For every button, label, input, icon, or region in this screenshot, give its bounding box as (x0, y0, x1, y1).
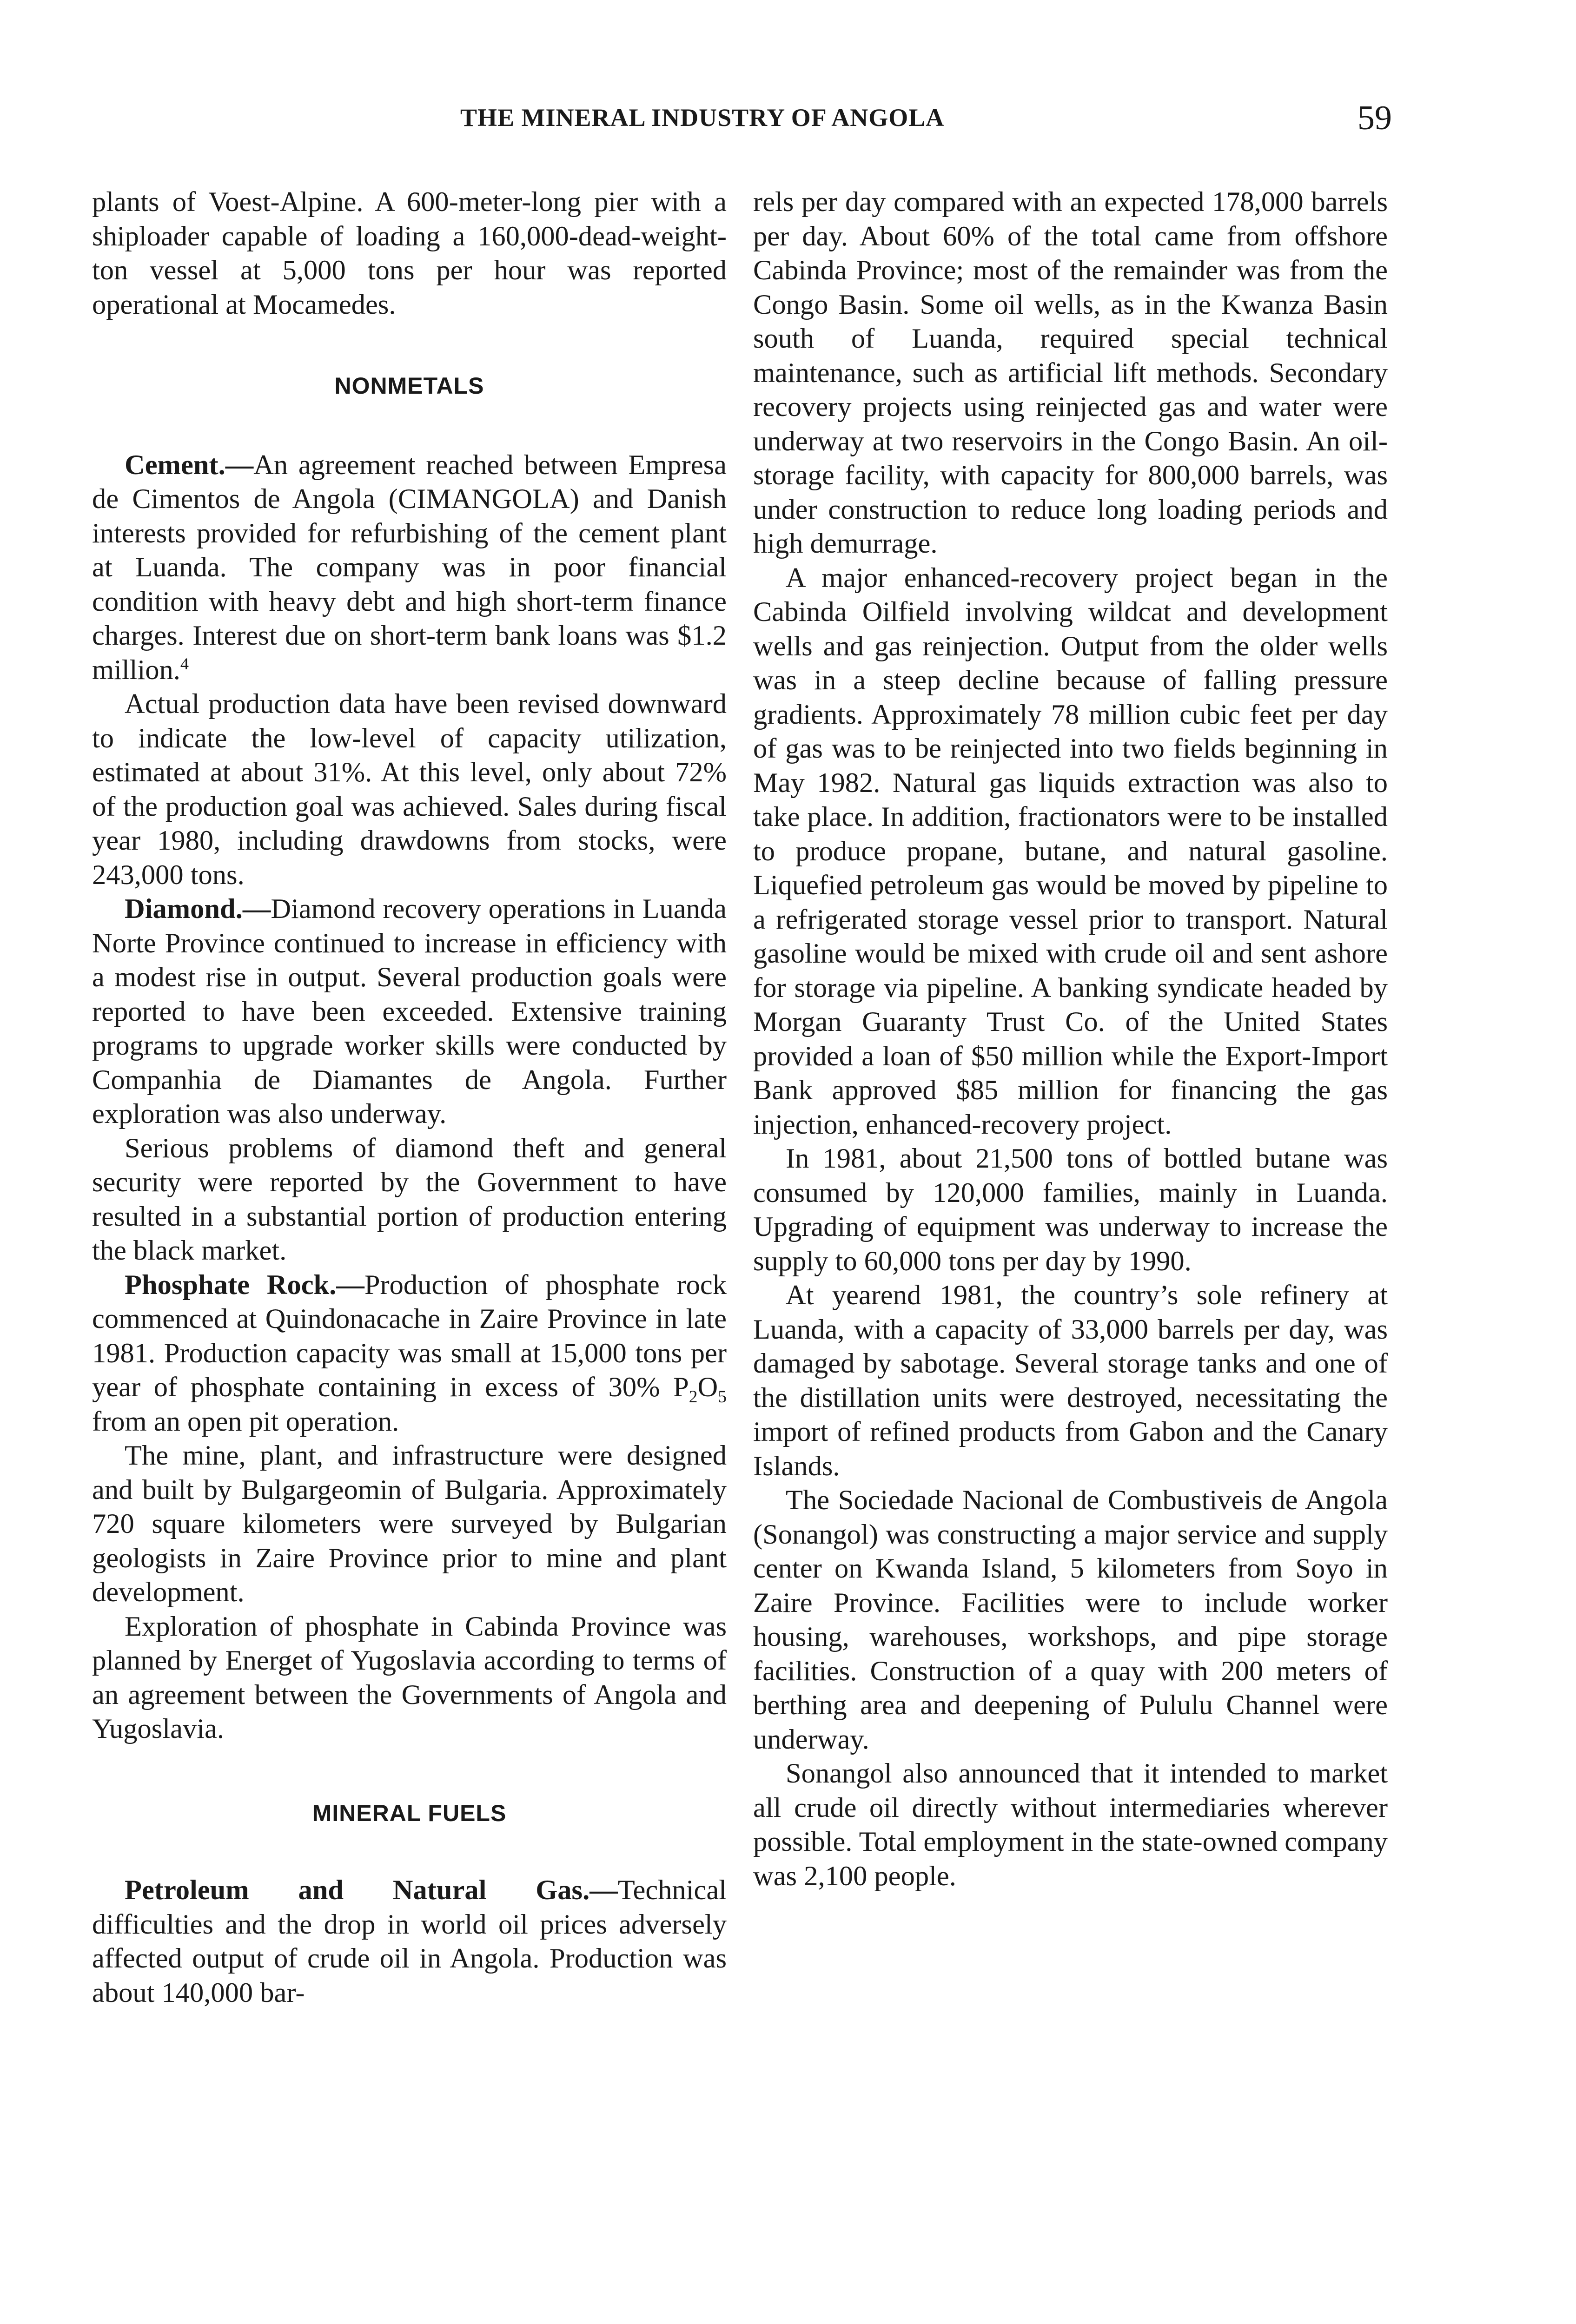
section-heading-mineral-fuels: MINERAL FUELS (312, 1800, 507, 1826)
diamond-text: Diamond recovery operations in Luanda Norte Province continued to increase in efficiency with a modest rise in output. Several production goals were reported to have been exceeded. Extensive training programs to upgrade worker skills were conducted by Companhia de Diamantes de Angola. Further exploration was also underway. (92, 893, 727, 1129)
paragraph-bulgargeomin: The mine, plant, and infrastructure were designed and built by Bulgargeomin of Bulgaria. Approximately 720 square kilometers were surveyed by Bulgarian geologists in Zaire Province prior to mine and plant development. (92, 1440, 727, 1608)
paragraph-diamond (92, 892, 727, 1131)
paragraph-enhanced-recovery: A major enhanced-recovery project began in the Cabinda Oilfield involving wildcat and development wells and gas reinjection. Output from the older wells was in a steep decline because of falling pressure gradients. Approximately 78 million cubic feet per day of gas was to be reinjected into two fields beginning in May 1982. Natural gas liquids extraction was also to take place. In addition, fractionators were to be installed to produce propane, butane, and natural gasoline. Liquefied petroleum gas would be moved by pipeline to a refrigerated storage vessel prior to transport. Natural gasoline would be mixed with crude oil and sent ashore for storage via pipeline. A banking syndicate headed by Morgan Guaranty Trust Co. of the United States provided a loan of $50 million while the Export-Import Bank approved $85 million for financing the gas injection, enhanced-recovery project. (753, 562, 1388, 1140)
cement-text: An agreement reached between Empresa de Cimentos de Angola (CIMANGOLA) and Danish interests provided for refurbishing of the cement plant at Luanda. The company was in poor financial condition with heavy debt and high short-term finance charges. Interest due on short-term bank loans was $1.2 million. (92, 449, 727, 686)
page-number: 59 (1357, 99, 1392, 137)
subscript-5: 5 (718, 1387, 727, 1407)
phosphate-text: Production of phosphate rock commenced at Quindonacache in Zaire Province in late 1981. Production capacity was small at 15,000 tons per year of phosphate containing in excess of 30% P (92, 1269, 727, 1403)
petroleum-text: Technical difficulties and the drop in world oil prices adversely affected output of crude oil in Angola. Production was about 140,000 bar- (92, 1875, 727, 2008)
page-header (0, 99, 1576, 150)
paragraph-cement (92, 448, 727, 687)
run-head-phosphate: Phosphate Rock.— (125, 1269, 364, 1301)
phosphate-formula-o: O (697, 1372, 718, 1403)
paragraph-diamond-theft: Serious problems of diamond theft and general security were reported by the Government to have resulted in a substantial portion of production entering the black market. (92, 1132, 727, 1266)
paragraph-sonangol: The Sociedade Nacional de Combustiveis de Angola (Sonangol) was constructing a major service and supply center on Kwanda Island, 5 kilometers from Soyo in Zaire Province. Facilities were to include worker housing, warehouses, workshops, and pipe storage facilities. Construction of a quay with 200 meters of berthing area and deepening of Pululu Channel were underway. (753, 1485, 1388, 1755)
run-head-petroleum: Petroleum and Natural Gas.— (125, 1875, 618, 1906)
subscript-2: 2 (689, 1387, 698, 1407)
left-column (92, 185, 727, 2010)
paragraph-refinery: At yearend 1981, the country’s sole refinery at Luanda, with a capacity of 33,000 barrels per day, was damaged by sabotage. Several storage tanks and one of the distillation units were destroyed, necessitating the import of refined products from Gabon and the Canary Islands. (753, 1280, 1388, 1482)
paragraph-bottled-butane: In 1981, about 21,500 tons of bottled butane was consumed by 120,000 families, mainly in Luanda. Upgrading of equipment was underway to increase the supply to 60,000 tons per day by 1990. (753, 1143, 1388, 1277)
run-head-cement: Cement.— (125, 449, 254, 481)
paragraph-petroleum (92, 1873, 727, 2010)
footnote-ref: 4 (180, 654, 189, 673)
paragraph-voest-alpine: plants of Voest-Alpine. A 600-meter-long pier with a shiploader capable of loading a 160,000-dead-weight-ton vessel at 5,000 tons per hour was reported operational at Mocamedes. (92, 186, 727, 320)
phosphate-text-end: from an open pit operation. (92, 1406, 399, 1437)
run-head-diamond: Diamond.— (125, 893, 271, 924)
running-head: THE MINERAL INDUSTRY OF ANGOLA (460, 104, 945, 132)
section-heading-nonmetals: NONMETALS (334, 373, 484, 399)
paragraph-cabinda-exploration: Exploration of phosphate in Cabinda Province was planned by Energet of Yugoslavia according to terms of an agreement between the Governments of Angola and Yugoslavia. (92, 1611, 727, 1744)
paragraph-production-data: Actual production data have been revised downward to indicate the low-level of capacity utilization, estimated at about 31%. At this level, only about 72% of the production goal was achieved. Sales during fiscal year 1980, including drawdowns from stocks, were 243,000 tons. (92, 688, 727, 891)
paragraph-phosphate (92, 1268, 727, 1439)
right-column (753, 185, 1388, 1893)
paragraph-petroleum-continued: rels per day compared with an expected 178,000 barrels per day. About 60% of the total came from offshore Cabinda Province; most of the remainder was from the Congo Basin. Some oil wells, as in the Kwanza Basin south of Luanda, required special technical maintenance, such as artificial lift methods. Secondary recovery projects using reinjected gas and water were underway at two reservoirs in the Congo Basin. An oil-storage facility, with capacity for 800,000 barrels, was under construction to reduce long loading periods and high demurrage. (753, 186, 1388, 559)
paragraph-marketing: Sonangol also announced that it intended to market all crude oil directly without intermediaries wherever possible. Total employment in the state-owned company was 2,100 people. (753, 1758, 1388, 1892)
